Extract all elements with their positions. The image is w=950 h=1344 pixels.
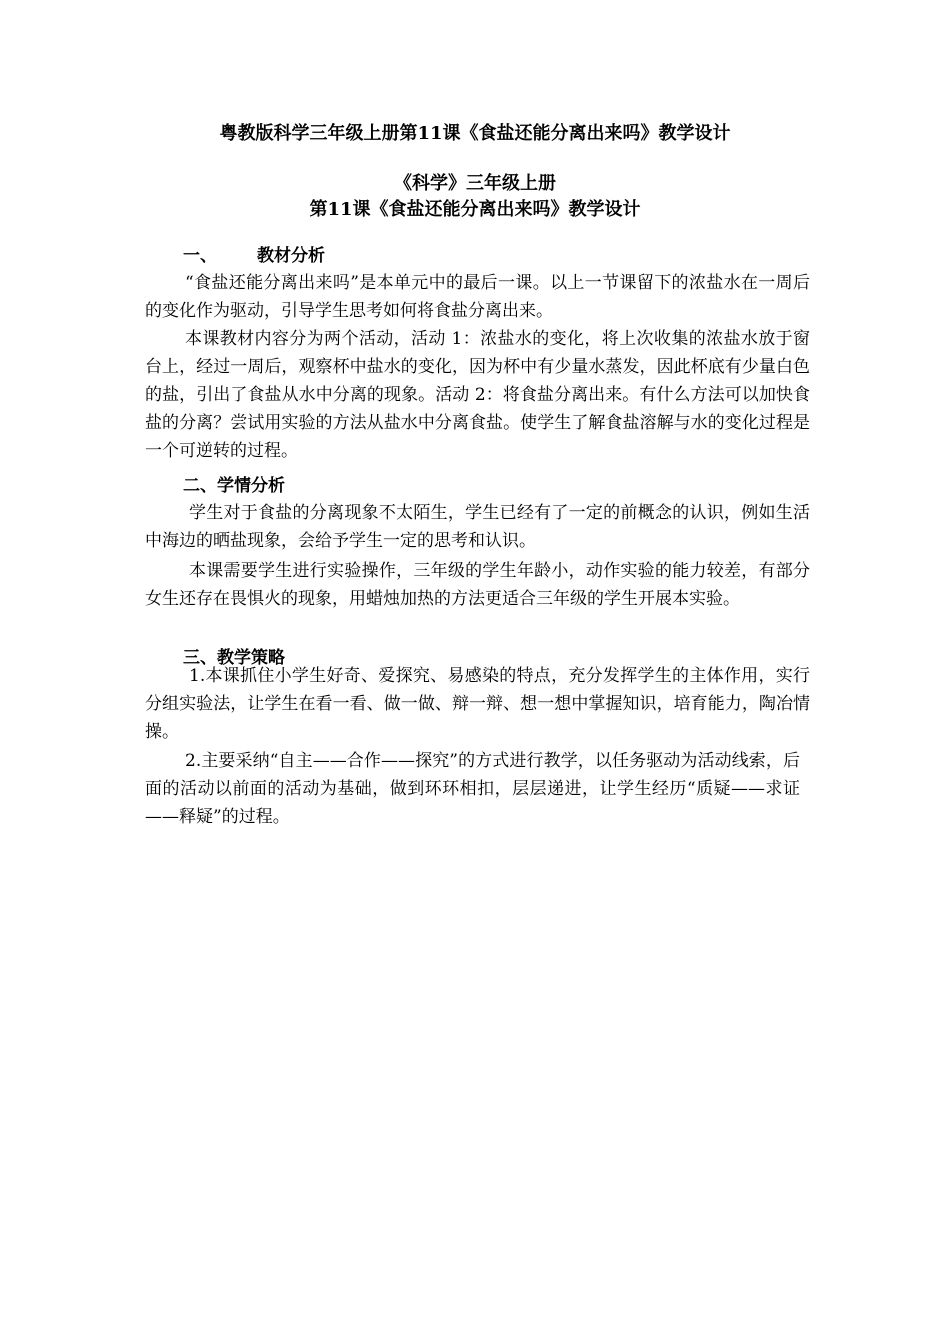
section-number: 二、 [183, 476, 217, 496]
section-3-paragraph-2: 2.主要采纳“自主——合作——探究”的方式进行教学，以任务驱动为活动线索，后面的活动以前面的活动为基础，做到环环相扣，层层递进，让学生经历“质疑——求证——释疑”的过程。 [145, 751, 800, 827]
section-title: 学情分析 [217, 476, 285, 496]
section-title: 教材分析 [257, 246, 325, 266]
section-heading-textbook-analysis [183, 244, 325, 268]
section-title: 教学策略 [217, 648, 285, 668]
section-3-paragraph-1: 1.本课抓住小学生好奇、爱探究、易感染的特点，充分发挥学生的主体作用，实行分组实验法，让学生在看一看、做一做、辩一辩、想一想中掌握知识，培育能力，陶冶情操。 [145, 666, 810, 742]
section-number: 一、 [183, 246, 217, 266]
document-subtitle-line-1: 《科学》三年级上册 [394, 173, 556, 194]
section-number: 三、 [183, 648, 217, 668]
section-heading-student-analysis [183, 474, 285, 498]
section-2-paragraph-1: 学生对于食盐的分离现象不太陌生，学生已经有了一定的前概念的认识，例如生活中海边的晒盐现象，会给予学生一定的思考和认识。 [145, 503, 810, 551]
section-1-paragraph-1: “食盐还能分离出来吗”是本单元中的最后一课。以上一节课留下的浓盐水在一周后的变化作为驱动，引导学生思考如何将食盐分离出来。 [145, 273, 810, 321]
section-2-paragraph-2: 本课需要学生进行实验操作，三年级的学生年龄小，动作实验的能力较差，有部分女生还存在畏惧火的现象，用蜡烛加热的方法更适合三年级的学生开展本实验。 [145, 561, 810, 609]
section-1-paragraph-2: 本课教材内容分为两个活动，活动 1：浓盐水的变化，将上次收集的浓盐水放于窗台上，经过一周后，观察杯中盐水的变化，因为杯中有少量水蒸发，因此杯底有少量白色的盐，引出了食盐从水中分离的现象。活动 2：将食盐分离出来。有什么方法可以加快食盐的分离？尝试用实验的方法从盐水中分离食盐。使学生了解食盐溶解与水的变化过程是一个可逆转的过程。 [145, 329, 810, 461]
document-main-title: 粤教版科学三年级上册第11课《食盐还能分离出来吗》教学设计 [219, 123, 731, 144]
document-subtitle-line-2: 第11课《食盐还能分离出来吗》教学设计 [309, 199, 641, 220]
